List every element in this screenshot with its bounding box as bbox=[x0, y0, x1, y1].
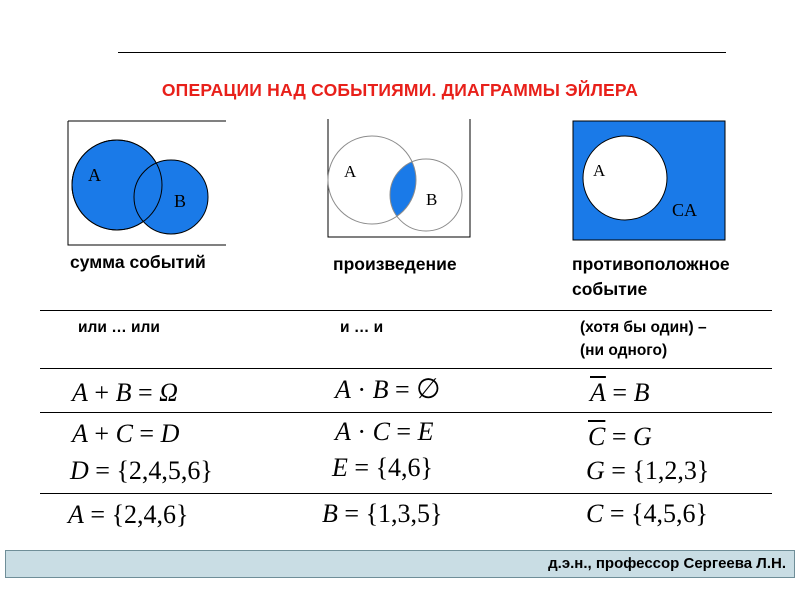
caption-complement-line2: событие bbox=[572, 279, 648, 299]
formula-complement-c: $\overline{C} = G$ bbox=[588, 422, 652, 451]
formula-set-d: D = {2,4,5,6} bbox=[70, 456, 213, 485]
table-rule-3 bbox=[40, 412, 772, 413]
formula-complement-a: $\overline{A} = B$ bbox=[590, 378, 650, 407]
page-title: ОПЕРАЦИИ НАД СОБЫТИЯМИ. ДИАГРАММЫ ЭЙЛЕРА bbox=[161, 80, 639, 100]
table-rule-1 bbox=[40, 310, 772, 311]
subcaption-complement-line1: (хотя бы один) – bbox=[580, 319, 707, 336]
table-rule-2 bbox=[40, 368, 772, 369]
formula-set-g: G = {1,2,3} bbox=[586, 456, 710, 485]
subcaption-product: и … и bbox=[340, 319, 384, 336]
formula-set-e: E = {4,6} bbox=[332, 453, 434, 482]
euler-diagram-complement bbox=[570, 118, 730, 243]
caption-complement-line1: противоположное bbox=[572, 254, 730, 274]
sum-label-b: B bbox=[174, 191, 187, 211]
caption-sum: сумма событий bbox=[70, 252, 206, 272]
euler-diagram-product bbox=[320, 115, 480, 245]
formula-set-a: A = {2,4,6} bbox=[68, 500, 189, 529]
subcaption-complement-line2: (ни одного) bbox=[580, 342, 668, 359]
caption-product: произведение bbox=[333, 254, 457, 274]
formula-set-b: B = {1,3,5} bbox=[322, 499, 443, 528]
sum-label-a: A bbox=[88, 165, 101, 185]
product-label-a: A bbox=[344, 162, 357, 181]
complement-label-a: A bbox=[593, 161, 606, 180]
formula-product-e: A · C = E bbox=[335, 417, 434, 446]
author-footer: д.э.н., профессор Сергеева Л.Н. bbox=[5, 550, 795, 578]
top-rule bbox=[118, 52, 726, 53]
complement-label-ca: CA bbox=[672, 200, 698, 220]
product-label-b: B bbox=[426, 190, 438, 209]
formula-set-c: C = {4,5,6} bbox=[586, 499, 708, 528]
euler-diagram-sum bbox=[60, 115, 230, 250]
table-rule-4 bbox=[40, 493, 772, 494]
subcaption-sum: или … или bbox=[78, 319, 160, 336]
formula-sum-omega: A + B = Ω bbox=[72, 378, 178, 407]
formula-sum-d: A + C = D bbox=[72, 419, 180, 448]
formula-product-empty: A · B = ∅ bbox=[335, 374, 441, 405]
